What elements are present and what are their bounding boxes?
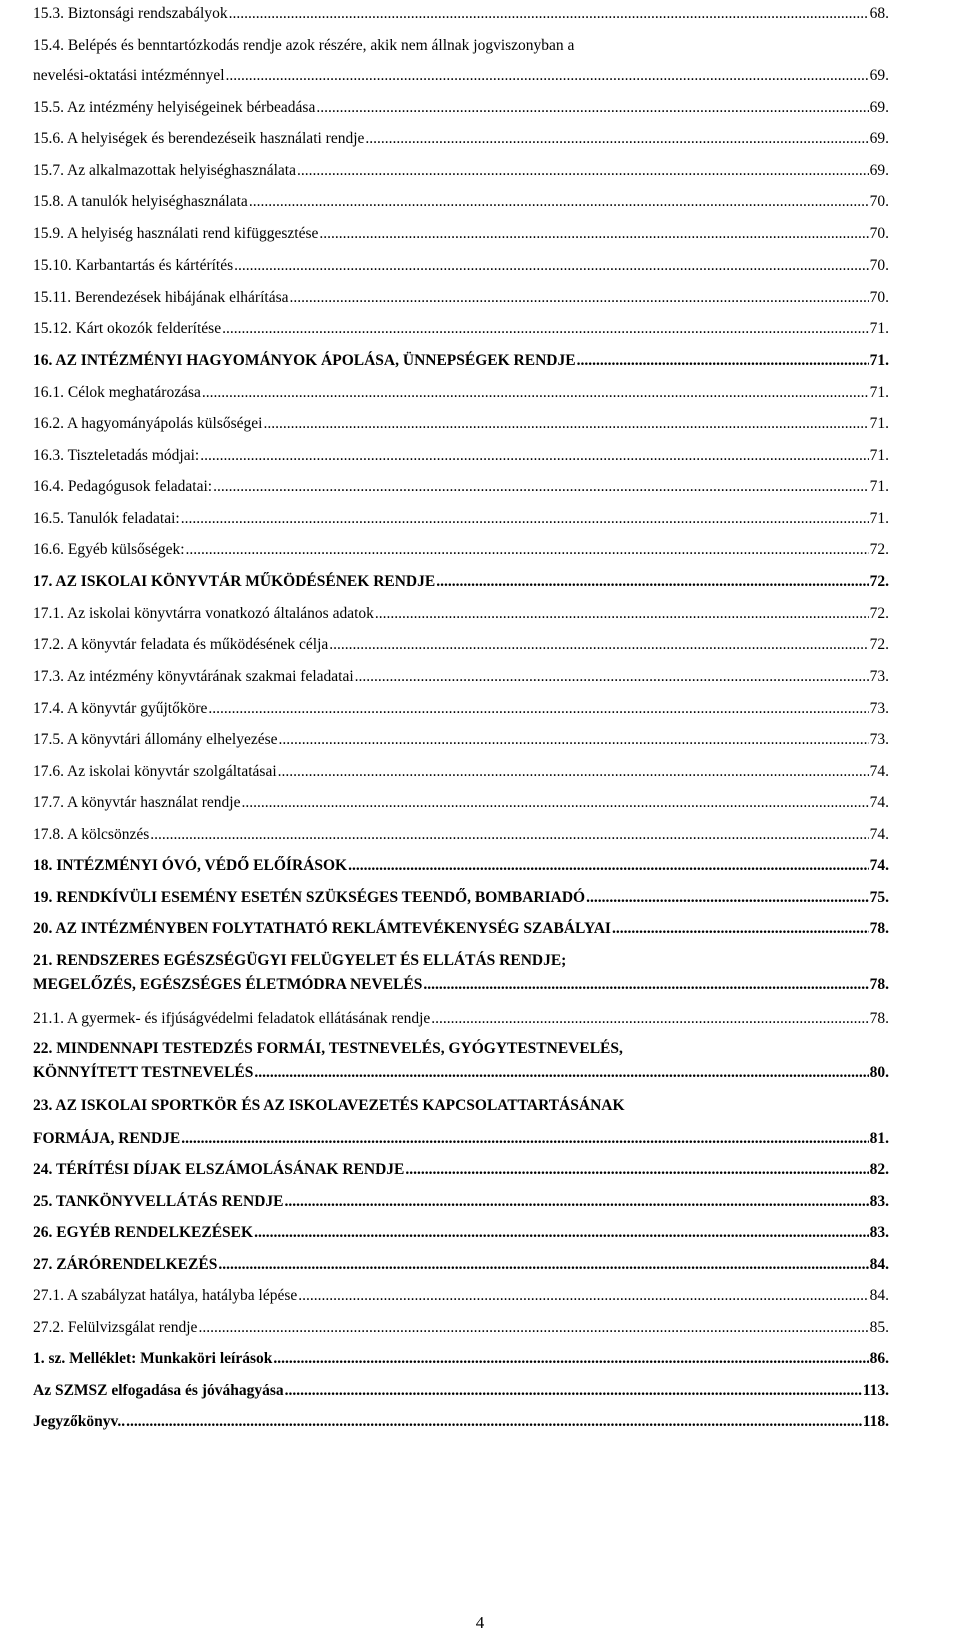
toc-entry-page: 71. [869,352,889,369]
toc-entry[interactable] [33,606,889,622]
toc-entry-page: 83. [869,1224,889,1241]
toc-entry-page: 72. [869,636,889,653]
toc-entry-page: 74. [869,826,889,843]
toc-entry-page: 71. [869,384,889,401]
toc-entry-label: 27. ZÁRÓRENDELKEZÉS [33,1256,218,1273]
toc-entry-label: FORMÁJA, RENDJE [33,1130,181,1147]
toc-entry-label: MEGELŐZÉS, EGÉSZSÉGES ÉLETMÓDRA NEVELÉS [33,976,423,993]
toc-entry[interactable] [33,574,889,590]
toc-leader-dots [181,1131,868,1147]
toc-leader-dots [263,416,868,432]
toc-leader-dots [586,890,869,906]
toc-entry-label: 17.5. A könyvtári állomány elhelyezése [33,731,278,748]
toc-entry-label: 18. INTÉZMÉNYI ÓVÓ, VÉDŐ ELŐÍRÁSOK [33,857,348,874]
toc-entry-label: 16.6. Egyéb külsőségek: [33,541,185,558]
toc-entry-page: 80. [869,1064,889,1081]
toc-entry-label: Az SZMSZ elfogadása és jóváhagyása [33,1382,284,1399]
toc-entry[interactable] [33,669,889,685]
toc-entry[interactable] [33,1041,889,1057]
toc-entry[interactable] [33,858,889,874]
toc-entry[interactable] [33,1257,889,1273]
toc-entry-page: 75. [869,889,889,906]
toc-leader-dots [365,131,868,147]
toc-leader-dots [229,6,869,22]
toc-entry-page: 74. [869,794,889,811]
toc-entry-label: 17.2. A könyvtár feladata és működésének célja [33,636,329,653]
toc-leader-dots [200,448,868,464]
toc-entry-page: 85. [869,1319,889,1336]
toc-leader-dots [202,385,869,401]
toc-entry[interactable] [33,385,889,401]
toc-entry-label: 15.3. Biztonsági rendszabályok [33,5,228,22]
page-number: 4 [475,1613,485,1632]
toc-entry-label: 15.6. A helyiségek és berendezéseik használati rendje [33,130,365,147]
toc-entry[interactable] [33,6,889,22]
toc-entry-page: 69. [869,67,889,84]
toc-entry-page: 78. [869,920,889,937]
toc-entry-page: 71. [869,415,889,432]
toc-entry[interactable] [33,479,889,495]
toc-entry[interactable] [33,1065,889,1081]
toc-entry-page: 113. [862,1382,889,1399]
toc-entry[interactable] [33,977,889,993]
toc-entry-label: 15.9. A helyiség használati rend kifüggesztése [33,225,319,242]
toc-entry-page: 71. [869,447,889,464]
toc-entry[interactable] [33,38,889,54]
toc-leader-dots [348,858,869,874]
toc-leader-dots [241,795,868,811]
toc-entry-label: 26. EGYÉB RENDELKEZÉSEK [33,1224,254,1241]
toc-entry-page: 70. [869,257,889,274]
toc-leader-dots [316,100,868,116]
toc-entry-page: 69. [869,130,889,147]
toc-entry-page: 73. [869,668,889,685]
toc-entry-page: 86. [869,1350,889,1367]
toc-entry-page: 69. [869,162,889,179]
toc-entry-page: 83. [869,1193,889,1210]
toc-leader-dots [234,258,868,274]
toc-entry[interactable] [33,194,889,210]
toc-entry[interactable] [33,511,889,527]
toc-entry[interactable] [33,921,889,937]
toc-leader-dots [612,921,869,937]
toc-entry-label: 22. MINDENNAPI TESTEDZÉS FORMÁI, TESTNEVELÉS, GYÓGYTESTNEVELÉS, [33,1040,623,1057]
toc-entry[interactable] [33,100,889,116]
toc-entry-label: 21.1. A gyermek- és ifjúságvédelmi feladatok ellátásának rendje [33,1010,431,1027]
toc-entry-page: 68. [869,5,889,22]
toc-entry-label: 17.8. A kölcsönzés [33,826,150,843]
toc-entry-label: 27.2. Felülvizsgálat rendje [33,1319,198,1336]
toc-entry-page: 118. [862,1413,889,1430]
toc-leader-dots [423,977,868,993]
toc-leader-dots [213,479,869,495]
toc-entry[interactable] [33,1414,889,1430]
toc-leader-dots [278,764,869,780]
toc-leader-dots [186,542,869,558]
toc-entry[interactable] [33,1225,889,1241]
toc-entry-label: 16.3. Tiszteletadás módjai: [33,447,200,464]
toc-entry-label: 20. AZ INTÉZMÉNYBEN FOLYTATHATÓ REKLÁMTEVÉKENYSÉG SZABÁLYAI [33,920,611,937]
toc-leader-dots [355,669,869,685]
toc-entry[interactable] [33,827,889,843]
toc-entry-label: 15.8. A tanulók helyiséghasználata [33,193,248,210]
toc-entry-label: 17.1. Az iskolai könyvtárra vonatkozó általános adatok [33,605,374,622]
toc-entry[interactable] [33,1131,889,1147]
toc-entry[interactable] [33,321,889,337]
toc-entry-label: 15.11. Berendezések hibájának elhárítása [33,289,289,306]
toc-entry[interactable] [33,1288,889,1304]
toc-leader-dots [254,1225,869,1241]
toc-leader-dots [431,1011,868,1027]
toc-entry-label: 1. sz. Melléklet: Munkaköri leírások [33,1350,273,1367]
toc-entry-label: KÖNNYÍTETT TESTNEVELÉS [33,1064,254,1081]
toc-entry-label: 15.7. Az alkalmazottak helyiséghasználata [33,162,296,179]
toc-entry[interactable] [33,290,889,306]
toc-entry[interactable] [33,448,889,464]
toc-entry-label: 15.5. Az intézmény helyiségeinek bérbeadása [33,99,316,116]
toc-leader-dots [181,511,869,527]
toc-entry-page: 78. [869,976,889,993]
toc-entry-label: 17. AZ ISKOLAI KÖNYVTÁR MŰKÖDÉSÉNEK RENDJE [33,573,436,590]
toc-entry[interactable] [33,890,889,906]
toc-entry-label: 17.7. A könyvtár használat rendje [33,794,241,811]
toc-leader-dots [405,1162,868,1178]
toc-leader-dots [279,732,869,748]
toc-leader-dots [285,1383,862,1399]
toc-entry[interactable] [33,353,889,369]
toc-entry-page: 84. [869,1287,889,1304]
toc-leader-dots [218,1257,868,1273]
toc-entry[interactable] [33,416,889,432]
toc-entry-label: 16. AZ INTÉZMÉNYI HAGYOMÁNYOK ÁPOLÁSA, ÜNNEPSÉGEK RENDJE [33,352,576,369]
toc-leader-dots [297,163,869,179]
toc-leader-dots [126,1414,862,1430]
toc-entry-page: 73. [869,731,889,748]
toc-entry-page: 71. [869,320,889,337]
toc-entry-page: 84. [869,1256,889,1273]
toc-entry-page: 71. [869,478,889,495]
toc-entry-label: 19. RENDKÍVÜLI ESEMÉNY ESETÉN SZÜKSÉGES TEENDŐ, BOMBARIADÓ [33,889,586,906]
toc-entry-page: 72. [869,541,889,558]
toc-leader-dots [319,226,868,242]
toc-leader-dots [198,1320,868,1336]
toc-entry-label: 15.10. Karbantartás és kártérítés [33,257,234,274]
toc-entry-page: 69. [869,99,889,116]
toc-entry[interactable] [33,1162,889,1178]
toc-entry-page: 71. [869,510,889,527]
toc-entry[interactable] [33,258,889,274]
toc-entry[interactable] [33,1383,889,1399]
toc-leader-dots [290,290,869,306]
toc-entry-label: 17.3. Az intézmény könyvtárának szakmai feladatai [33,668,354,685]
toc-entry[interactable] [33,1194,889,1210]
toc-entry-label: 16.5. Tanulók feladatai: [33,510,180,527]
toc-entry[interactable] [33,542,889,558]
toc-leader-dots [273,1351,868,1367]
toc-leader-dots [577,353,869,369]
toc-entry-page: 74. [869,857,889,874]
toc-entry[interactable] [33,764,889,780]
toc-entry[interactable] [33,701,889,717]
toc-entry[interactable] [33,1098,889,1114]
toc-entry-label: 17.4. A könyvtár gyűjtőköre [33,700,208,717]
toc-entry[interactable] [33,163,889,179]
toc-leader-dots [150,827,868,843]
toc-entry[interactable] [33,1011,889,1027]
toc-entry-label: 23. AZ ISKOLAI SPORTKÖR ÉS AZ ISKOLAVEZETÉS KAPCSOLATTARTÁSÁNAK [33,1097,625,1114]
toc-leader-dots [329,637,868,653]
toc-entry-page: 81. [869,1130,889,1147]
toc-entry-page: 78. [869,1010,889,1027]
toc-leader-dots [298,1288,868,1304]
toc-leader-dots [226,68,869,84]
toc-entry-page: 74. [869,763,889,780]
toc-entry-label: 16.1. Célok meghatározása [33,384,201,401]
toc-entry-label: 17.6. Az iskolai könyvtár szolgáltatásai [33,763,277,780]
toc-entry-label: 21. RENDSZERES EGÉSZSÉGÜGYI FELÜGYELET ÉS ELLÁTÁS RENDJE; [33,952,567,969]
toc-leader-dots [254,1065,868,1081]
toc-entry[interactable] [33,795,889,811]
toc-entry-page: 72. [869,573,889,590]
toc-entry-label: 15.12. Kárt okozók felderítése [33,320,222,337]
toc-entry-label: 27.1. A szabályzat hatálya, hatályba lépése [33,1287,298,1304]
toc-entry[interactable] [33,1320,889,1336]
toc-leader-dots [249,194,869,210]
toc-entry[interactable] [33,732,889,748]
toc-entry-label: Jegyzőkönyv.. [33,1413,126,1430]
toc-entry-page: 72. [869,605,889,622]
toc-entry[interactable] [33,637,889,653]
toc-entry-label: nevelési-oktatási intézménnyel [33,67,225,84]
toc-entry-page: 82. [869,1161,889,1178]
toc-entry-page: 70. [869,289,889,306]
toc-entry[interactable] [33,226,889,242]
toc-leader-dots [436,574,868,590]
toc-entry-page: 70. [869,225,889,242]
toc-entry[interactable] [33,68,889,84]
toc-entry-label: 16.4. Pedagógusok feladatai: [33,478,213,495]
toc-entry-page: 70. [869,193,889,210]
toc-entry[interactable] [33,1351,889,1367]
toc-entry-label: 16.2. A hagyományápolás külsőségei [33,415,263,432]
toc-entry-label: 15.4. Belépés és benntartózkodás rendje azok részére, akik nem állnak jogviszonyban a [33,37,575,54]
toc-entry[interactable] [33,131,889,147]
toc-entry[interactable] [33,953,889,969]
toc-entry-label: 24. TÉRÍTÉSI DÍJAK ELSZÁMOLÁSÁNAK RENDJE [33,1161,405,1178]
toc-leader-dots [284,1194,868,1210]
toc-entry-label: 25. TANKÖNYVELLÁTÁS RENDJE [33,1193,284,1210]
toc-leader-dots [222,321,869,337]
toc-entry-page: 73. [869,700,889,717]
toc-leader-dots [208,701,868,717]
toc-leader-dots [375,606,869,622]
